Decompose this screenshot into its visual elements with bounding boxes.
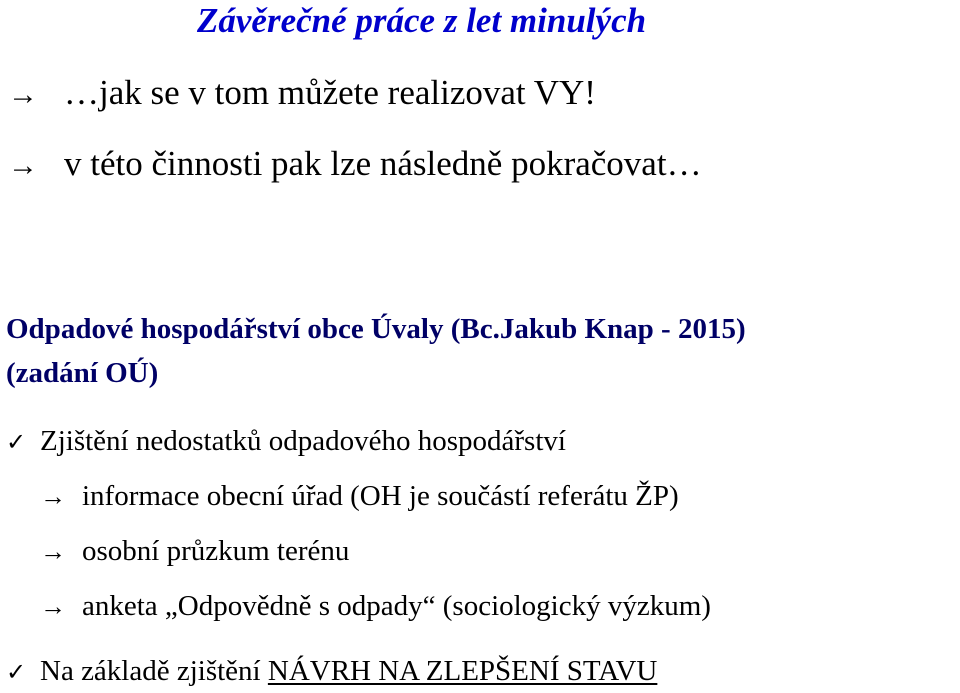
findings-heading-text: Zjištění nedostatků odpadového hospodářství [40,425,566,457]
findings-item-text-1: informace obecní úřad (OH je součástí referátu ŽP) [82,480,679,512]
checkmark-icon: ✓ [6,658,27,686]
conclusion-line [6,653,657,690]
right-arrow-icon: → [40,537,66,566]
right-arrow-icon: → [40,482,66,511]
findings-item-text-3: anketa „Odpovědně s odpady“ (sociologický výzkum) [82,590,711,622]
findings-item-1 [40,478,679,515]
right-arrow-icon: → [8,78,38,111]
intro-line-1 [8,72,596,116]
findings-item-text-2: osobní průzkum terénu [82,535,350,567]
checkmark-icon: ✓ [6,428,27,456]
intro-text-1: …jak se v tom můžete realizovat VY! [64,73,596,112]
page-title: Závěrečné práce z let minulých [197,1,647,40]
intro-text-2: v této činnosti pak lze následně pokračovat… [64,144,702,183]
conclusion-prefix: Na základě zjištění [40,655,268,687]
findings-heading [6,423,566,460]
right-arrow-icon: → [8,149,38,182]
conclusion-emphasis: NÁVRH NA ZLEPŠENÍ STAVU [267,655,658,687]
findings-item-2 [40,533,349,570]
intro-line-2 [8,143,702,187]
right-arrow-icon: → [40,592,66,621]
findings-item-3 [40,588,711,625]
project-subtitle: (zadání OÚ) [6,357,159,389]
project-title: Odpadové hospodářství obce Úvaly (Bc.Jakub Knap - 2015) [6,313,746,345]
